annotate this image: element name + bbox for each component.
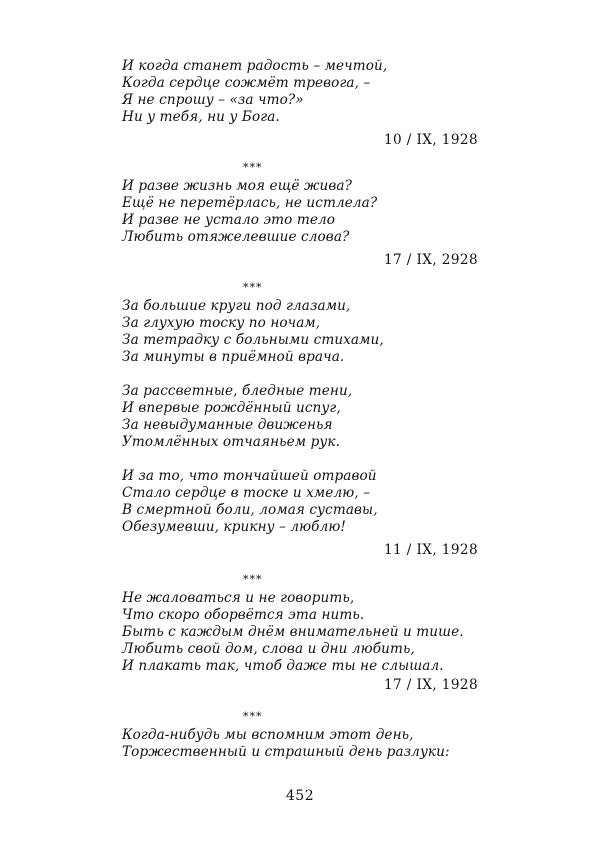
poem-line: За минуты в приёмной врача. [122,349,345,365]
poem-1 [122,58,482,149]
stanza-gap [122,451,482,468]
poem-line: Утомлённых отчаяньем рук. [122,434,340,450]
poem-line: За глухую тоску по ночам, [122,315,321,331]
poem-line: Торжественный и страшный день разлуки: [122,744,450,760]
poem-line: Обезумевши, крикну – люблю! [122,519,346,535]
poem-line: Ещё не перетёрлась, не истлела? [122,195,378,211]
poem-line: В смертной боли, ломая суставы, [122,502,378,518]
poem-line: И плакать так, чтоб даже ты не слышал. [122,658,444,674]
poem-line: За невыдуманные движенья [122,417,333,433]
poem-line: И разве не устало это тело [122,212,336,228]
poem-5 [122,727,482,761]
poem-line: Когда-нибудь мы вспомним этот день, [122,727,414,743]
section-separator: *** [243,161,263,174]
poem-date: 11 / IX, 1928 [383,542,478,558]
poem-line: Быть с каждым днём внимательней и тише. [122,624,464,640]
poem-line: За рассветные, бледные тени, [122,383,353,399]
poem-line: Любить свой дом, слова и дни любить, [122,641,415,657]
poem-3 [122,298,482,559]
section-separator: *** [243,710,263,723]
poem-line: Что скоро оборвётся эта нить. [122,607,365,623]
poem-2 [122,178,482,269]
poem-line: Стало сердце в тоске и хмелю, – [122,485,371,501]
poem-line: И когда станет радость – мечтой, [122,58,388,74]
poem-line: За тетрадку с больными стихами, [122,332,384,348]
page-number: 452 [285,788,315,804]
poem-line: И разве жизнь моя ещё жива? [122,178,352,194]
section-separator: *** [243,573,263,586]
poem-date: 17 / IX, 1928 [383,677,478,693]
poem-line: Я не спрошу – «за что?» [122,92,304,108]
stanza-gap [122,366,482,383]
section-separator: *** [243,281,263,294]
poem-date: 17 / IX, 2928 [383,252,478,268]
poem-line: Ни у тебя, ни у Бога. [122,109,280,125]
poem-line: И впервые рождённый испуг, [122,400,341,416]
poem-line: Когда сердце сожмёт тревога, – [122,75,371,91]
poem-4 [122,590,482,694]
poem-date: 10 / IX, 1928 [383,132,478,148]
poem-line: И за то, что тончайшей отравой [122,468,377,484]
poem-line: Любить отяжелевшие слова? [122,229,350,245]
poem-line: За большие круги под глазами, [122,298,351,314]
poem-line: Не жаловаться и не говорить, [122,590,355,606]
